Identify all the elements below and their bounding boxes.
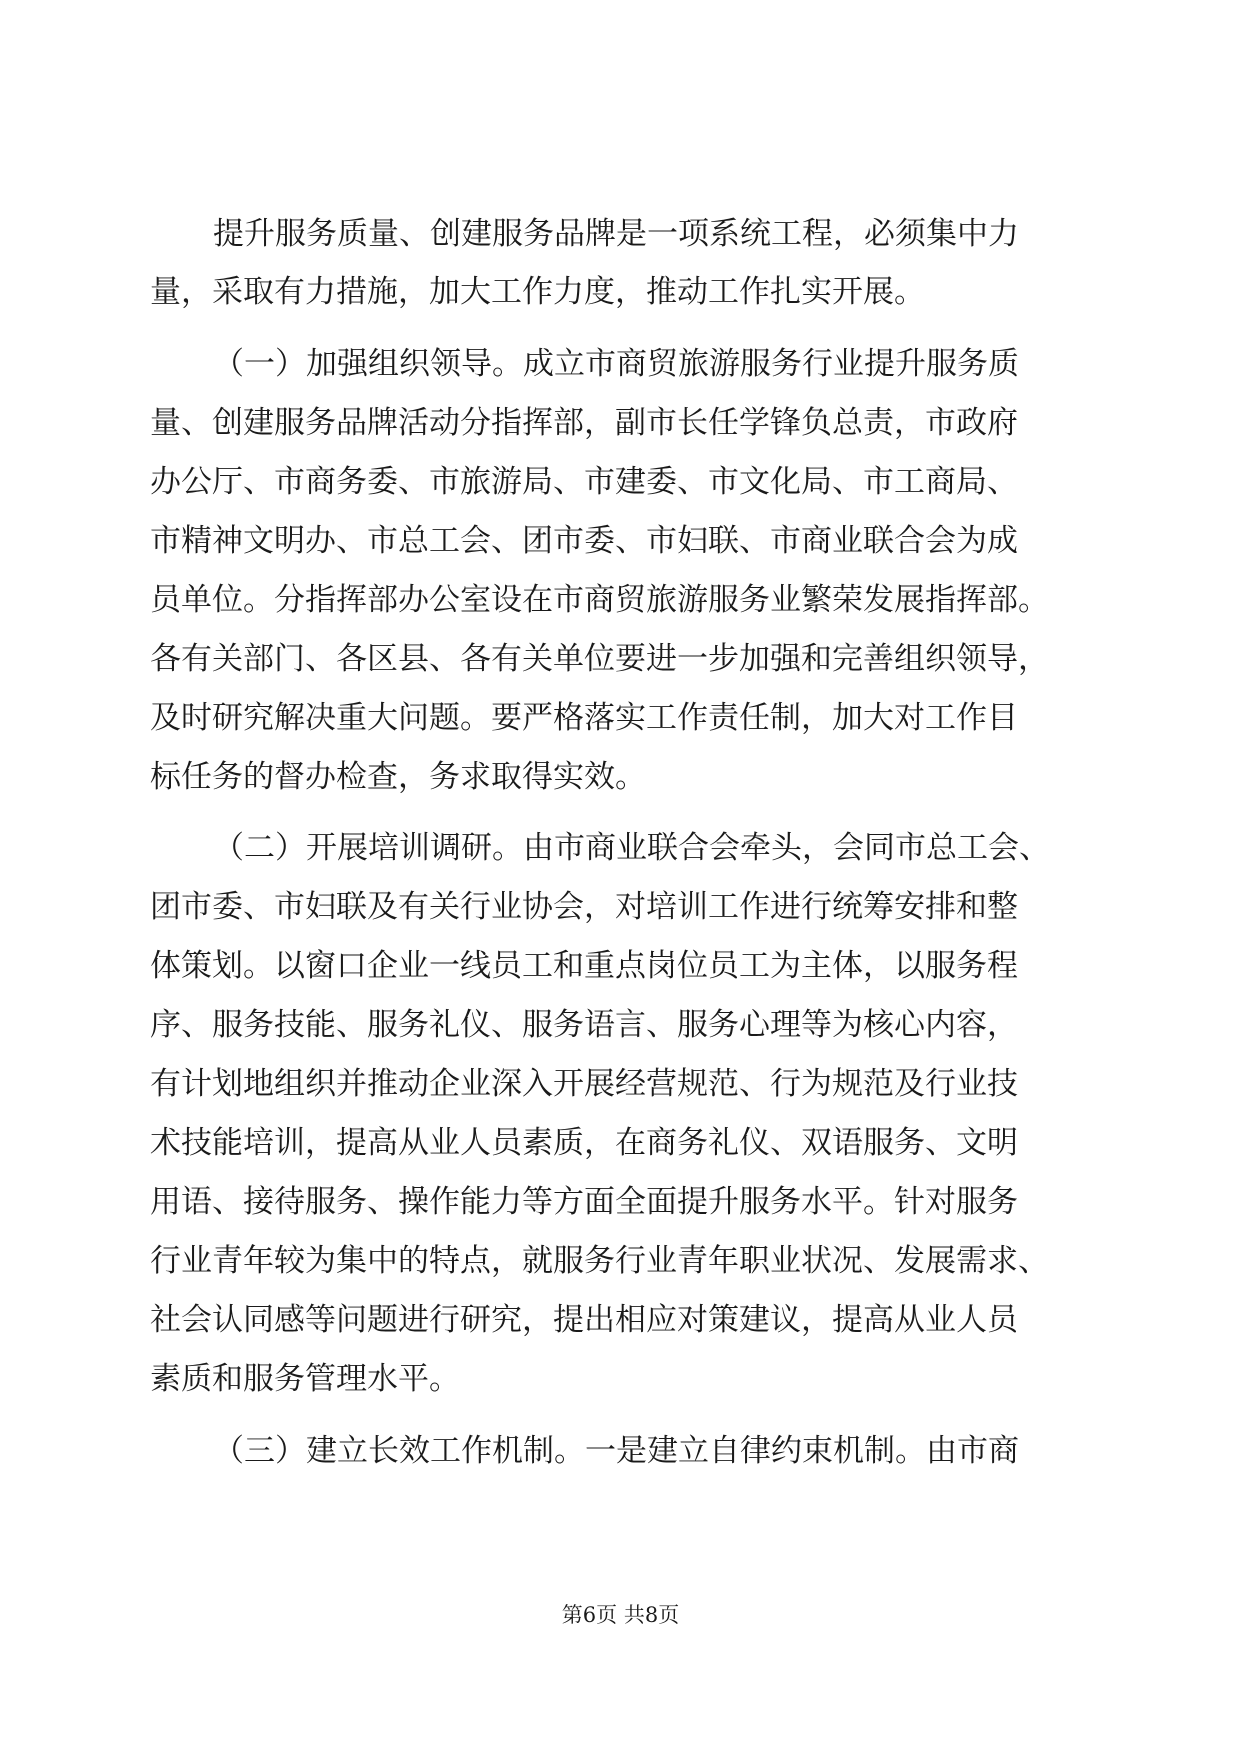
- text-line-2: 量，采取有力措施，加大工作力度，推动工作扎实开展。: [150, 274, 925, 310]
- text-line-19: 社会认同感等问题进行研究，提出相应对策建议，提高从业人员: [150, 1302, 1018, 1338]
- text-line-5: 办公厅、市商务委、市旅游局、市建委、市文化局、市工商局、: [150, 464, 1018, 500]
- text-line-13: 体策划。以窗口企业一线员工和重点岗位员工为主体，以服务程: [150, 948, 1018, 984]
- text-line-1: 提升服务质量、创建服务品牌是一项系统工程，必须集中力: [213, 216, 1019, 252]
- text-line-6: 市精神文明办、市总工会、团市委、市妇联、市商业联合会为成: [150, 523, 1018, 559]
- text-line-17: 用语、接待服务、操作能力等方面全面提升服务水平。针对服务: [150, 1184, 1018, 1220]
- text-line-11: （二）开展培训调研。由市商业联合会牵头，会同市总工会、: [213, 830, 1050, 866]
- text-line-8: 各有关部门、各区县、各有关单位要进一步加强和完善组织领导，: [150, 641, 1049, 677]
- text-line-4: 量、创建服务品牌活动分指挥部，副市长任学锋负总责，市政府: [150, 405, 1018, 441]
- text-line-10: 标任务的督办检查，务求取得实效。: [150, 759, 646, 795]
- text-line-9: 及时研究解决重大问题。要严格落实工作责任制，加大对工作目: [150, 700, 1018, 736]
- text-line-18: 行业青年较为集中的特点，就服务行业青年职业状况、发展需求、: [150, 1243, 1049, 1279]
- text-line-20: 素质和服务管理水平。: [150, 1361, 460, 1397]
- text-line-12: 团市委、市妇联及有关行业协会，对培训工作进行统筹安排和整: [150, 889, 1018, 925]
- text-line-16: 术技能培训，提高从业人员素质，在商务礼仪、双语服务、文明: [150, 1125, 1018, 1161]
- text-line-21: （三）建立长效工作机制。一是建立自律约束机制。由市商: [213, 1433, 1019, 1469]
- text-line-3: （一）加强组织领导。成立市商贸旅游服务行业提升服务质: [213, 346, 1019, 382]
- page-number-footer: 第6页 共8页: [561, 1603, 680, 1627]
- text-line-7: 员单位。分指挥部办公室设在市商贸旅游服务业繁荣发展指挥部。: [150, 582, 1049, 618]
- text-line-14: 序、服务技能、服务礼仪、服务语言、服务心理等为核心内容，: [150, 1007, 1018, 1043]
- text-line-15: 有计划地组织并推动企业深入开展经营规范、行为规范及行业技: [150, 1066, 1018, 1102]
